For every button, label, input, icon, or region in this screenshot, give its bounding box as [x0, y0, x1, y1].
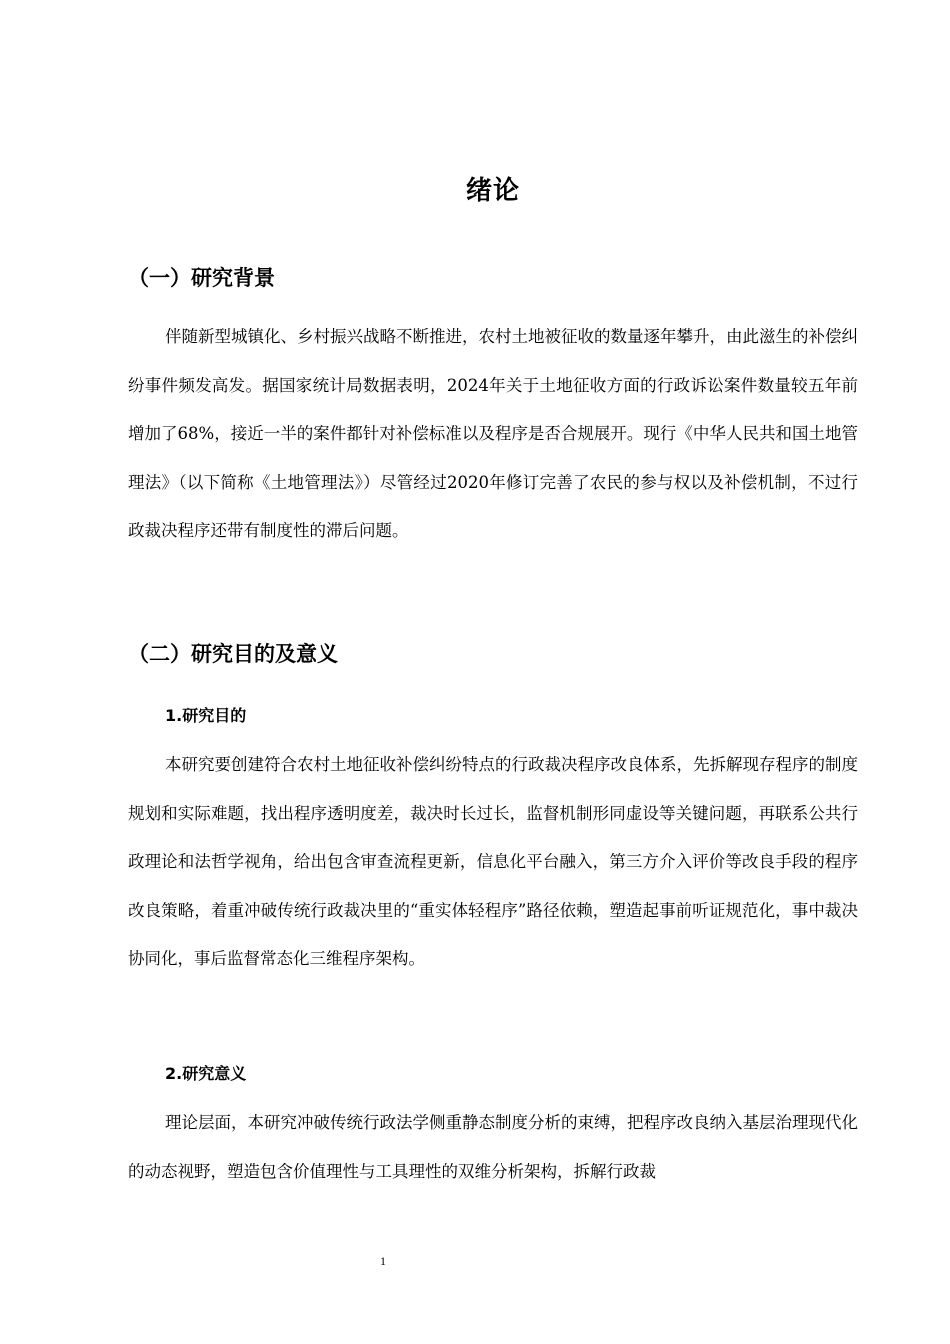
subsection-heading-significance: 2.研究意义 — [165, 1064, 247, 1083]
section-heading-purpose-significance: （二）研究目的及意义 — [128, 642, 338, 666]
section-heading-background: （一）研究背景 — [128, 266, 275, 290]
paragraph-background: 伴随新型城镇化、乡村振兴战略不断推进，农村土地被征收的数量逐年攀升，由此滋生的补偿纠纷事件频发高发。据国家统计局数据表明，2024年关于土地征收方面的行政诉讼案件数量较五年前增加了68%，接近一半的案件都针对补偿标准以及程序是否合规展开。现行《中华人民共和国土地管理法》（以下简称《土地管理法》）尽管经过2020年修订完善了农民的参与权以及补偿机制，不过行政裁决程序还带有制度性的滞后问题。 — [128, 327, 858, 540]
subsection-heading-purpose: 1.研究目的 — [165, 706, 247, 725]
paragraph-significance: 理论层面，本研究冲破传统行政法学侧重静态制度分析的束缚，把程序改良纳入基层治理现代化的动态视野，塑造包含价值理性与工具理性的双维分析架构，拆解行政裁 — [128, 1113, 858, 1181]
page-number: 1 — [380, 1254, 386, 1268]
document-title: 绪论 — [465, 176, 520, 206]
paragraph-purpose: 本研究要创建符合农村土地征收补偿纠纷特点的行政裁决程序改良体系，先拆解现存程序的制度规划和实际难题，找出程序透明度差，裁决时长过长，监督机制形同虚设等关键问题，再联系公共行政理论和法哲学视角，给出包含审查流程更新，信息化平台融入，第三方介入评价等改良手段的程序改良策略，着重冲破传统行政裁决里的“重实体轻程序”路径依赖，塑造起事前听证规范化，事中裁决协同化，事后监督常态化三维程序架构。 — [128, 755, 858, 968]
